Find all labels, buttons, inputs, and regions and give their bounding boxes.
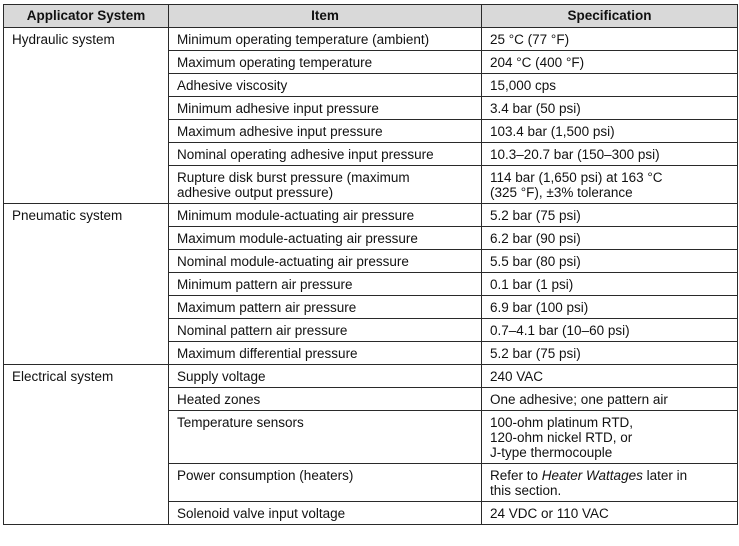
spec-cell: One adhesive; one pattern air xyxy=(482,388,738,411)
system-pneumatic: Pneumatic system xyxy=(4,204,169,365)
spec-cell xyxy=(482,411,738,464)
spec-cell xyxy=(482,166,738,204)
item-cell: Maximum operating temperature xyxy=(169,51,482,74)
item-cell: Maximum pattern air pressure xyxy=(169,296,482,319)
system-hydraulic: Hydraulic system xyxy=(4,28,169,204)
spec-cell: 103.4 bar (1,500 psi) xyxy=(482,120,738,143)
item-cell: Maximum module-actuating air pressure xyxy=(169,227,482,250)
spec-cell: 0.1 bar (1 psi) xyxy=(482,273,738,296)
item-cell: Heated zones xyxy=(169,388,482,411)
spec-cell: 10.3–20.7 bar (150–300 psi) xyxy=(482,143,738,166)
spec-text: Refer to xyxy=(490,468,542,483)
item-cell: Minimum pattern air pressure xyxy=(169,273,482,296)
item-cell: Nominal operating adhesive input pressure xyxy=(169,143,482,166)
spec-cell: 6.2 bar (90 psi) xyxy=(482,227,738,250)
header-applicator-system: Applicator System xyxy=(4,5,169,28)
spec-cell: 15,000 cps xyxy=(482,74,738,97)
spec-cell: 3.4 bar (50 psi) xyxy=(482,97,738,120)
spec-line: 100-ohm platinum RTD, xyxy=(490,415,634,430)
spec-text: this section. xyxy=(490,483,562,498)
system-electrical: Electrical system xyxy=(4,365,169,525)
spec-line: 114 bar (1,650 psi) at 163 °C xyxy=(490,170,663,185)
item-cell: Maximum adhesive input pressure xyxy=(169,120,482,143)
item-cell: Supply voltage xyxy=(169,365,482,388)
table-row xyxy=(4,204,738,227)
cross-reference-link-text: Heater Wattages xyxy=(541,468,643,483)
spec-cell: 5.2 bar (75 psi) xyxy=(482,342,738,365)
spec-cell: 6.9 bar (100 psi) xyxy=(482,296,738,319)
item-cell: Solenoid valve input voltage xyxy=(169,502,482,525)
item-cell xyxy=(169,166,482,204)
item-cell: Temperature sensors xyxy=(169,411,482,464)
header-specification: Specification xyxy=(482,5,738,28)
table-row xyxy=(4,365,738,388)
table-row xyxy=(4,28,738,51)
header-row xyxy=(4,5,738,28)
specification-table xyxy=(3,4,738,525)
item-cell: Maximum differential pressure xyxy=(169,342,482,365)
spec-cell: 25 °C (77 °F) xyxy=(482,28,738,51)
spec-cell: 240 VAC xyxy=(482,365,738,388)
spec-cell: 24 VDC or 110 VAC xyxy=(482,502,738,525)
item-cell: Nominal pattern air pressure xyxy=(169,319,482,342)
spec-cell: 5.5 bar (80 psi) xyxy=(482,250,738,273)
item-cell: Adhesive viscosity xyxy=(169,74,482,97)
spec-cell: 204 °C (400 °F) xyxy=(482,51,738,74)
spec-text: later in xyxy=(642,468,688,483)
item-cell: Minimum module-actuating air pressure xyxy=(169,204,482,227)
spec-cell xyxy=(482,464,738,502)
item-cell: Nominal module-actuating air pressure xyxy=(169,250,482,273)
item-cell: Minimum adhesive input pressure xyxy=(169,97,482,120)
spec-line: (325 °F), ±3% tolerance xyxy=(490,185,633,200)
header-item: Item xyxy=(169,5,482,28)
item-cell: Power consumption (heaters) xyxy=(169,464,482,502)
item-cell: Minimum operating temperature (ambient) xyxy=(169,28,482,51)
item-line: Rupture disk burst pressure (maximum xyxy=(177,170,410,185)
item-line: adhesive output pressure) xyxy=(177,185,334,200)
spec-line: J-type thermocouple xyxy=(490,445,613,460)
spec-cell: 0.7–4.1 bar (10–60 psi) xyxy=(482,319,738,342)
spec-line: 120-ohm nickel RTD, or xyxy=(490,430,633,445)
spec-cell: 5.2 bar (75 psi) xyxy=(482,204,738,227)
